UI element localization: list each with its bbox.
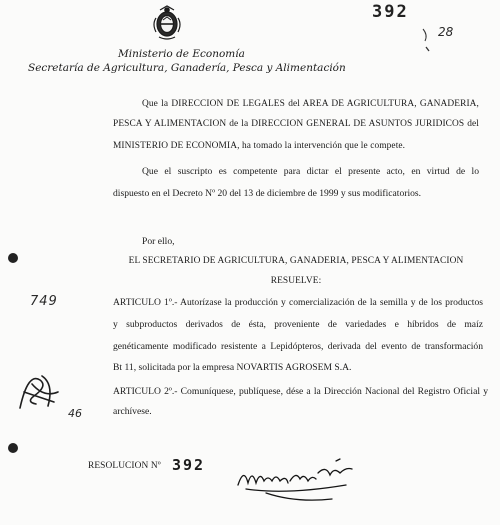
article-1-line-4: Bt 11, solicitada por la empresa NOVARTIS AGROSEM S.A.	[113, 362, 352, 373]
secretary-signature	[236, 455, 360, 507]
paragraph-2-line-2: dispuesto en el Decreto Nº 20 del 13 de diciembre de 1999 y sus modificatorios.	[113, 188, 422, 199]
margin-initials-signature	[14, 362, 72, 420]
article-2-line-1: ARTICULO 2º.- Comuníquese, publíquese, dése a la Dirección Nacional del Registro Oficial y	[113, 386, 488, 397]
margin-initial-note: 46	[68, 407, 82, 420]
por-ello-text: Por ello,	[142, 236, 175, 247]
article-2-line-2: archívese.	[113, 406, 152, 417]
resolution-label: RESOLUCION Nº	[88, 461, 161, 471]
article-1-line-2: y subproductos derivados de ésta, proveniente de variedades e híbridos de maíz	[113, 319, 483, 330]
paragraph-1-line-2: PESCA Y ALIMENTACION de la DIRECCION GENERAL DE ASUNTOS JURIDICOS del	[113, 119, 479, 129]
secretary-title: EL SECRETARIO DE AGRICULTURA, GANADERIA, PESCA Y ALIMENTACION	[128, 256, 464, 266]
punch-hole-upper	[8, 253, 18, 263]
article-1-line-3: genéticamente modificado resistente a Lepidópteros, derivada del evento de transformación	[113, 341, 483, 352]
secretariat-name: Secretaría de Agricultura, Ganadería, Pesca y Alimentación	[28, 62, 346, 74]
resolution-number: 392	[172, 456, 206, 474]
ministry-name: Ministerio de Economía	[118, 48, 245, 60]
resuelve-heading: RESUELVE:	[270, 276, 322, 286]
folio-number: 28	[438, 25, 454, 39]
margin-number: 749	[30, 294, 58, 309]
paragraph-2-line-1: Que el suscripto es competente para dictar el presente acto, en virtud de lo	[142, 166, 479, 177]
paragraph-1-line-3: MINISTERIO DE ECONOMIA, ha tomado la intervención que le compete.	[113, 141, 406, 151]
page-number-stamp: 392	[372, 2, 409, 22]
paragraph-1-line-1: Que la DIRECCION DE LEGALES del AREA DE AGRICULTURA, GANADERIA,	[142, 99, 479, 109]
folio-stroke-mark	[420, 27, 436, 55]
punch-hole-lower	[8, 443, 18, 453]
coat-of-arms-emblem	[150, 4, 184, 42]
article-1-line-1: ARTICULO 1º.- Autorízase la producción y comercialización de la semilla y de los productos	[113, 297, 483, 308]
